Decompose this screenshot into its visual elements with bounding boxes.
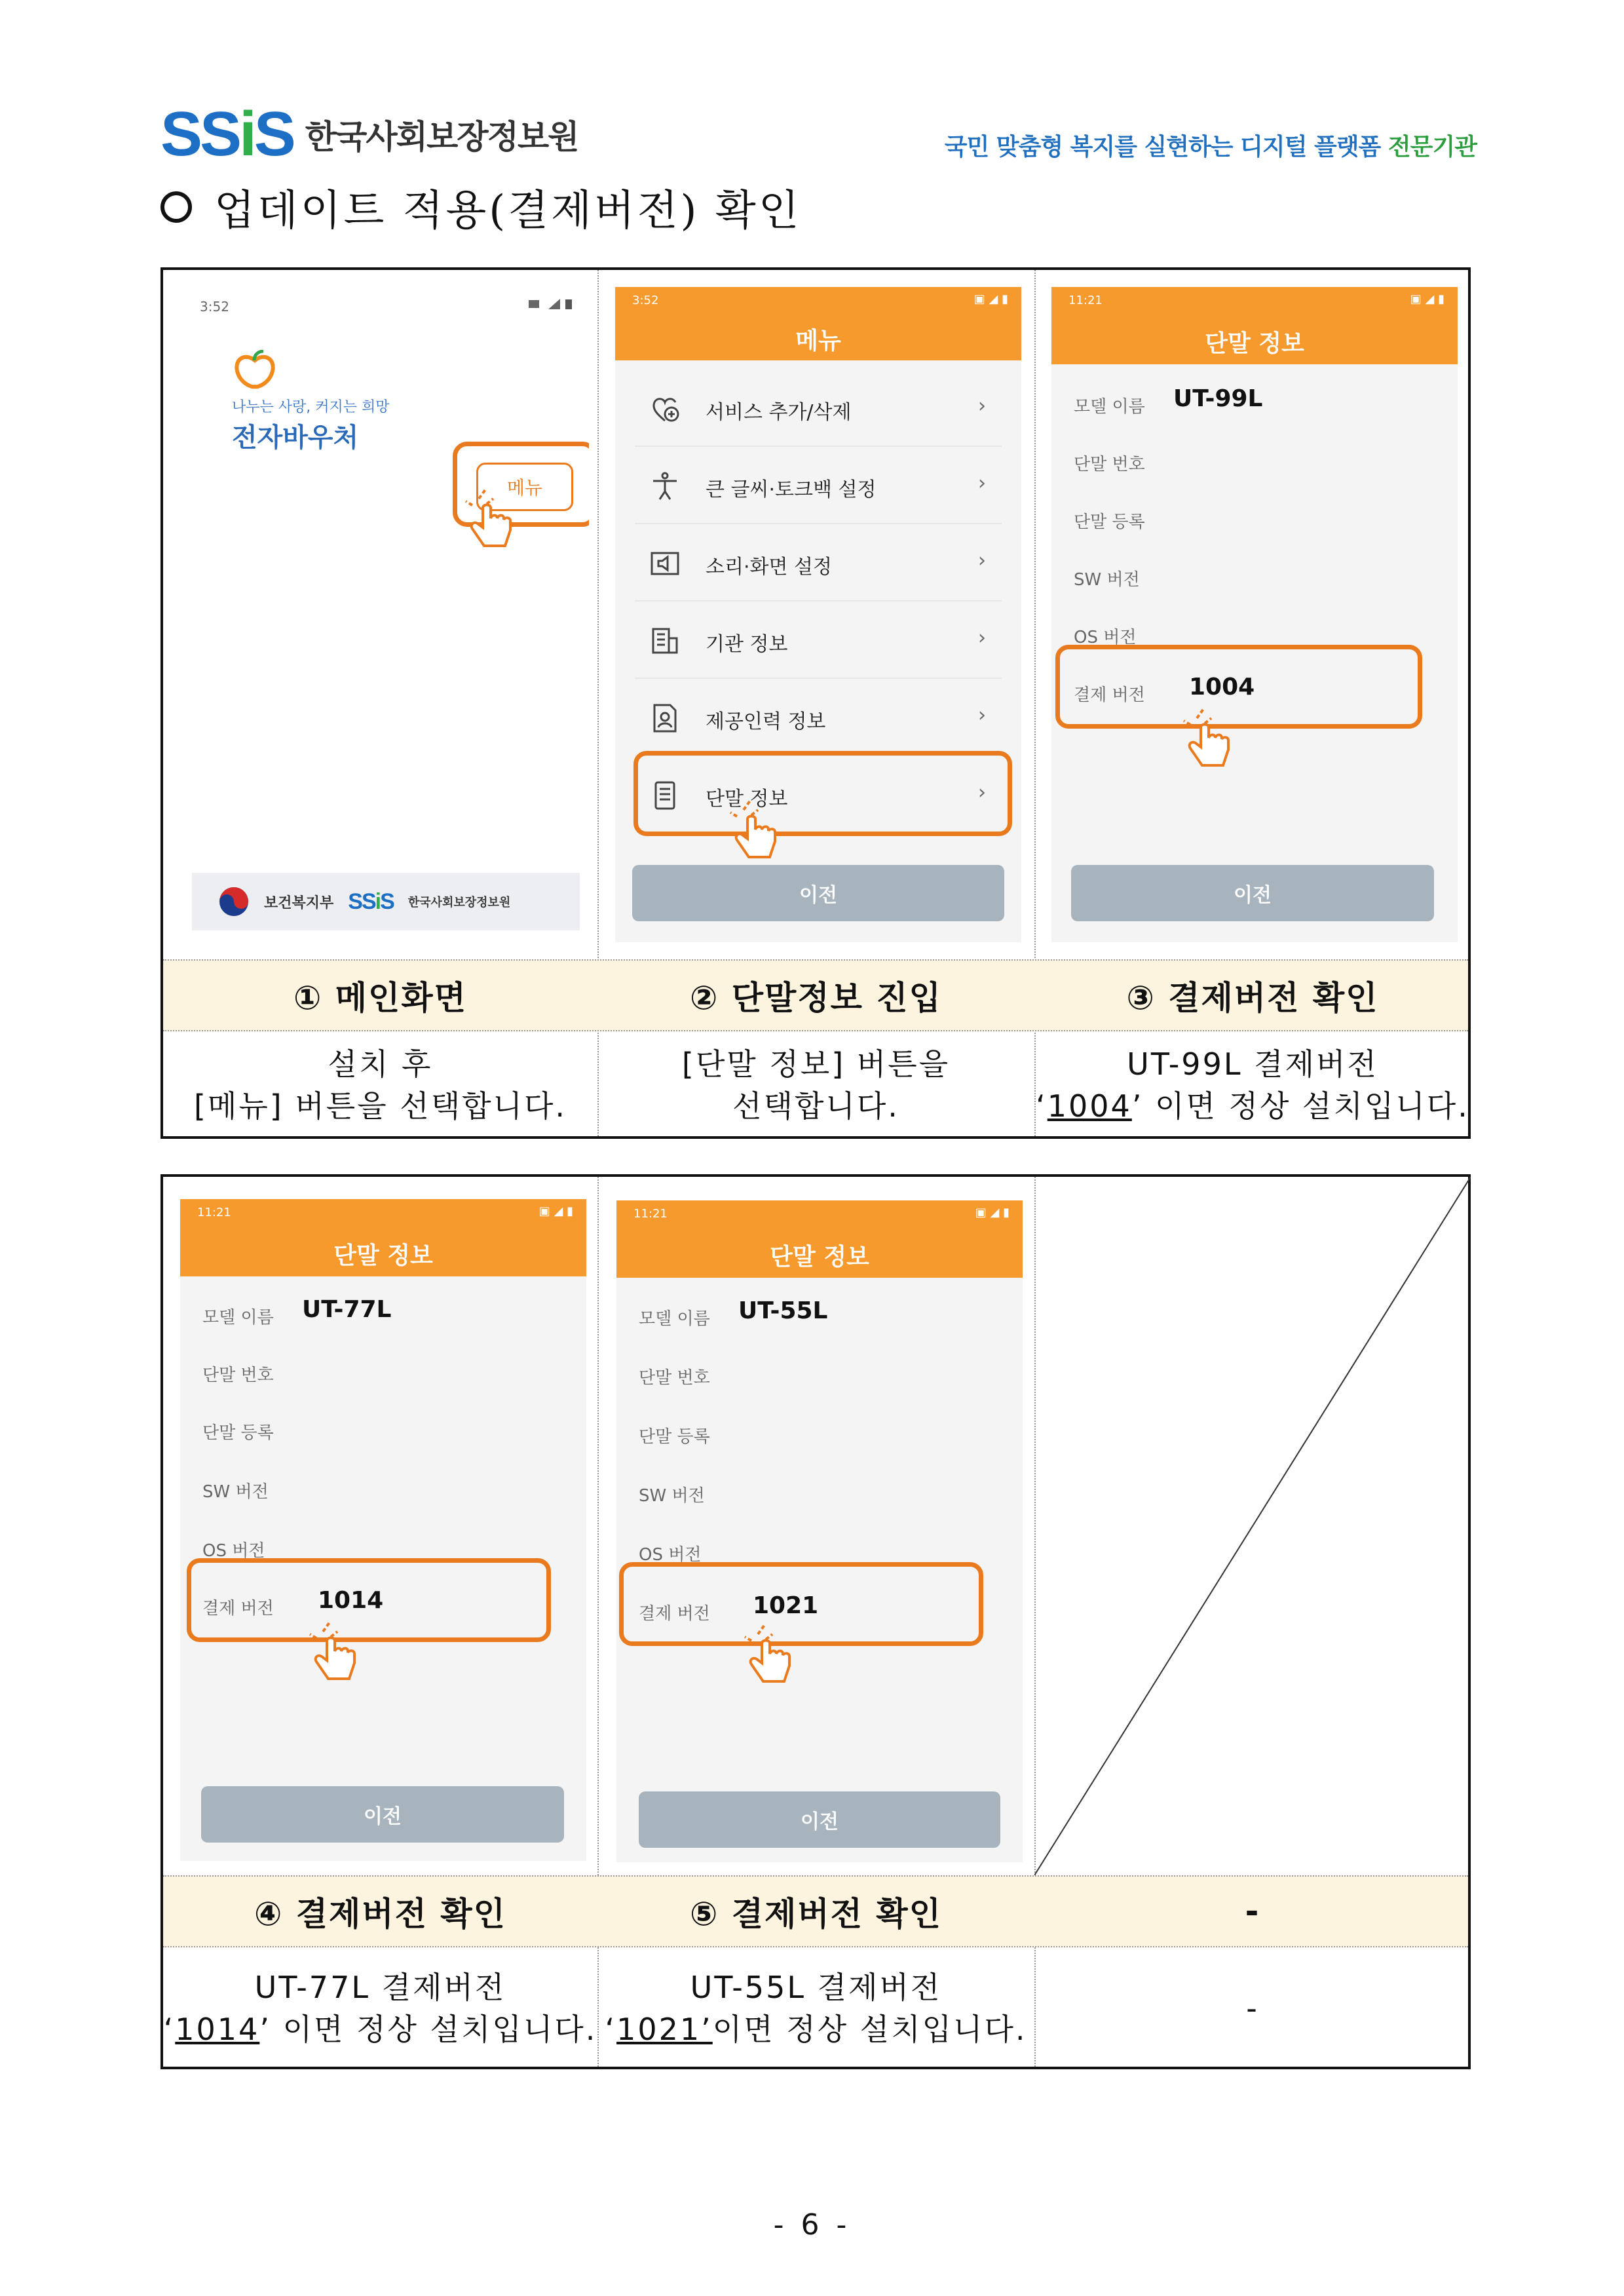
- caption-pay-version-check-4: ④ 결제버전 확인: [254, 1895, 506, 1933]
- description-4: UT-77L 결제버전 ‘1014’ 이면 정상 설치입니다.: [163, 1970, 597, 2047]
- diagonal-slash: [1034, 1177, 1471, 1875]
- description-5: UT-55L 결제버전 ‘1021’이면 정상 설치입니다.: [605, 1970, 1027, 2047]
- menu-item-sound-screen[interactable]: 소리·화면 설정 ›: [635, 524, 1002, 602]
- ssis-logo-mark: SSiS: [161, 99, 293, 169]
- pointing-hand-icon: [309, 1620, 361, 1685]
- prev-button[interactable]: 이전: [639, 1791, 1000, 1848]
- main-screen: 3:52 나누는 사랑, 커지는 희망 전자바우처 메뉴 보건복지부 SSiS 한국사회보장정보원: [183, 287, 589, 942]
- pointing-hand-icon: [744, 1622, 796, 1688]
- pointing-hand-icon: [1182, 706, 1235, 772]
- menu-button[interactable]: 메뉴: [476, 463, 573, 511]
- tagline: 국민 맞춤형 복지를 실현하는 디지털 플랫폼 전문기관: [944, 134, 1477, 161]
- prev-button[interactable]: 이전: [201, 1786, 564, 1843]
- institution-icon: [651, 626, 679, 655]
- caption-device-info-entry: ② 단말정보 진입: [690, 979, 942, 1017]
- description-6: -: [1246, 1991, 1259, 2026]
- apple-logo-icon: [232, 350, 278, 391]
- model-value: UT-55L: [738, 1297, 828, 1324]
- ssis-logo: [161, 99, 578, 169]
- table-1: [161, 267, 1471, 1139]
- menu-title: 메뉴: [795, 328, 841, 354]
- device-info-screen-2: 11:21 ▣ ◢ ▮ 단말 정보 모델 이름 UT-77L 단말 번호 단말 등록 SW 버전 OS 버전 결제 버전 1014 이전: [180, 1199, 586, 1861]
- pointing-hand-icon: [729, 798, 782, 864]
- menu-item-staff[interactable]: 제공인력 정보 ›: [635, 679, 1002, 756]
- status-icons: [529, 297, 575, 311]
- device-info-screen-3: 11:21 ▣ ◢ ▮ 단말 정보 모델 이름 UT-55L 단말 번호 단말 등록 SW 버전 OS 버전 결제 버전 1021 이전: [616, 1200, 1023, 1862]
- prev-button[interactable]: 이전: [1071, 865, 1434, 921]
- caption-pay-version-check-5: ⑤ 결제버전 확인: [690, 1895, 942, 1933]
- menu-item-accessibility[interactable]: 큰 글씨·토크백 설정 ›: [635, 447, 1002, 524]
- section-title: 업데이트 적용(결제버전) 확인: [161, 177, 802, 237]
- page-number: - 6 -: [773, 2208, 851, 2242]
- main-footer: 보건복지부 SSiS 한국사회보장정보원: [192, 873, 580, 930]
- menu-item-service[interactable]: 서비스 추가/삭제 ›: [635, 370, 1002, 447]
- device-info-highlight-box: [633, 751, 1012, 836]
- pay-version-value: 1014: [318, 1587, 384, 1614]
- caption-pay-version-check: ③ 결제버전 확인: [1126, 979, 1379, 1017]
- staff-icon: [651, 704, 679, 733]
- model-value: UT-99L: [1173, 385, 1263, 412]
- description-1: 설치 후 [메뉴] 버튼을 선택합니다.: [193, 1046, 567, 1124]
- menu-item-device-info[interactable]: 단말 정보 ›: [635, 756, 1002, 833]
- bullet-circle-icon: [161, 191, 192, 223]
- menu-item-institution[interactable]: 기관 정보 ›: [635, 602, 1002, 679]
- accessibility-icon: [651, 472, 679, 501]
- caption-empty: -: [1245, 1892, 1260, 1930]
- org-name: 한국사회보장정보원: [305, 118, 578, 156]
- description-2: [단말 정보] 버튼을 선택합니다.: [681, 1046, 951, 1124]
- pay-version-highlight-box: [619, 1562, 983, 1646]
- slogan: 나누는 사랑, 커지는 희망: [232, 399, 390, 415]
- pay-version-value: 1021: [753, 1592, 819, 1619]
- description-3: UT-99L 결제버전 ‘1004’ 이면 정상 설치입니다.: [1036, 1046, 1469, 1124]
- pay-version-value: 1004: [1189, 674, 1255, 700]
- government-emblem-icon: [218, 886, 250, 917]
- menu-screen: 3:52 ▣ ◢ ▮ 메뉴 서비스 추가/삭제 › 큰 글씨·토크백 설정 › 소리·화면 설정 › 기관 정보 › 제공인력 정보 › 단말 정보 › 이전: [615, 287, 1021, 942]
- service-add-icon: [651, 394, 679, 423]
- pointing-hand-icon: [464, 487, 517, 552]
- table-2: [161, 1174, 1471, 2069]
- pay-version-highlight-box: [187, 1558, 551, 1642]
- pay-version-highlight-box: [1055, 645, 1422, 729]
- model-value: UT-77L: [302, 1296, 392, 1323]
- footer-ssis-logo: SSiS: [348, 889, 394, 914]
- sound-screen-icon: [651, 549, 679, 578]
- prev-button[interactable]: 이전: [632, 865, 1004, 921]
- app-name: 전자바우처: [232, 423, 359, 453]
- caption-main-screen: ① 메인화면: [293, 979, 467, 1017]
- device-info-screen-1: 11:21 ▣ ◢ ▮ 단말 정보 모델 이름 UT-99L 단말 번호 단말 등록 SW 버전 OS 버전 결제 버전 1004 이전: [1051, 287, 1458, 942]
